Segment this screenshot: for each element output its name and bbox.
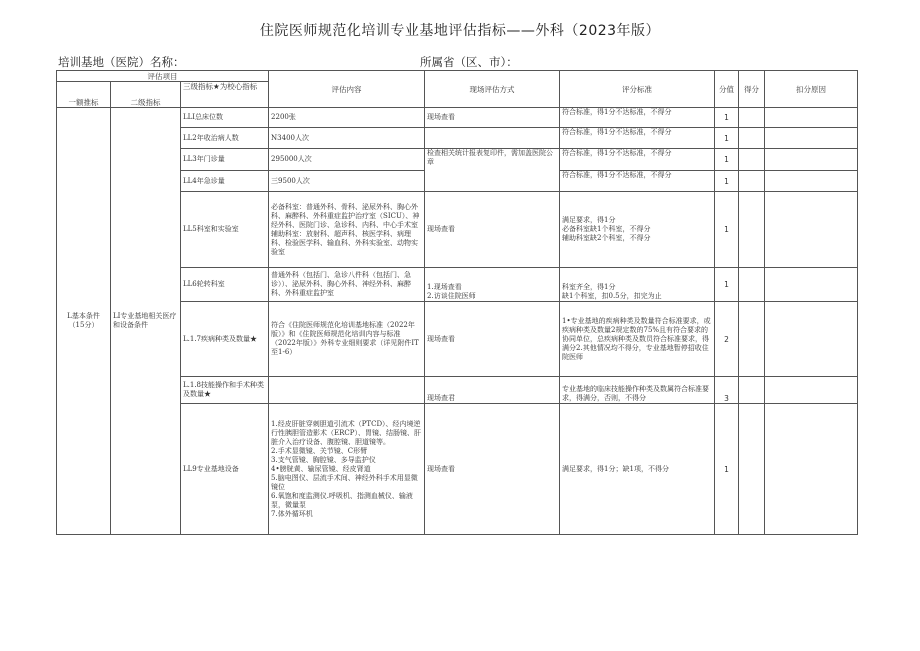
table-row-got[interactable] bbox=[739, 268, 765, 302]
page-title: 住院医师规范化培训专业基地评估指标——外科（2023年版） bbox=[259, 23, 661, 39]
evaluation-table bbox=[56, 70, 858, 535]
table-row-method: 现场查看 bbox=[425, 302, 560, 377]
table-row-score: 1 bbox=[715, 171, 739, 192]
table-row-got[interactable] bbox=[739, 302, 765, 377]
table-row-method: 现场查君 bbox=[425, 377, 560, 404]
table-row-standard: 符合标准，得1分不达标准，不得分 bbox=[560, 108, 715, 128]
table-row-got[interactable] bbox=[739, 128, 765, 149]
header-eval-items: 评估项目 bbox=[57, 71, 269, 82]
base-name-label: 培训基地（医院）名称： bbox=[58, 55, 185, 69]
table-row-score: 2 bbox=[715, 302, 739, 377]
table-row-method: 现场查看 bbox=[425, 108, 560, 128]
table-row-score: 1 bbox=[715, 192, 739, 268]
level1-cell: L基本条件 （15分） bbox=[57, 108, 111, 535]
table-row-l3: LL4年急诊量 bbox=[181, 171, 269, 192]
table-row-got[interactable] bbox=[739, 404, 765, 535]
table-row-content: 符合《住院医师规范化培训基地标准（2022年版）》和《住院医师规范化培训内容与标准（2022年版）》外科专业细则要求（详见附件IT至1-6） bbox=[269, 302, 425, 377]
table-row-got[interactable] bbox=[739, 171, 765, 192]
table-row-content: 普通外科（包括门、急诊八件科（包括门、急诊））、泌尿外科、胸心外科、神经外科、麻醉科、外科重症监护室 bbox=[269, 268, 425, 302]
table-row-l3: LLI总床位数 bbox=[181, 108, 269, 128]
table-row-method: 1.现场查看 2.访谈住院医师 bbox=[425, 268, 560, 302]
level2-cell: LI专业基地相关医疗和设备条件 bbox=[111, 108, 181, 535]
table-row-deduct[interactable] bbox=[765, 268, 858, 302]
table-row-content: N3400人次 bbox=[269, 128, 425, 149]
table-row-method: 现场查看 bbox=[425, 404, 560, 535]
table-row-got[interactable] bbox=[739, 108, 765, 128]
table-row-got[interactable] bbox=[739, 149, 765, 171]
table-row-deduct[interactable] bbox=[765, 128, 858, 149]
table-row-deduct[interactable] bbox=[765, 149, 858, 171]
table-row-got[interactable] bbox=[739, 192, 765, 268]
header-deduct: 扣分原因 bbox=[765, 71, 858, 108]
table-row-l3: LL6轮转科室 bbox=[181, 268, 269, 302]
table-row-deduct[interactable] bbox=[765, 108, 858, 128]
table-row-score: 1 bbox=[715, 404, 739, 535]
header-level2: 二级指标 bbox=[111, 82, 181, 108]
table-row-standard: 符合标准，得1分不达标准，不得分 bbox=[560, 149, 715, 171]
table-row-deduct[interactable] bbox=[765, 377, 858, 404]
header-content: 评估内容 bbox=[269, 71, 425, 108]
table-row-standard: 专业基地的临床技能操作种类及数属符合标准要求，得满分，否则，不得分 bbox=[560, 377, 715, 404]
table-row-score: 1 bbox=[715, 149, 739, 171]
table-row-l3: LL3年门诊量 bbox=[181, 149, 269, 171]
table-row-got[interactable] bbox=[739, 377, 765, 404]
table-row-content: 三9500人次 bbox=[269, 171, 425, 192]
table-row-score: 3 bbox=[715, 377, 739, 404]
table-row-deduct[interactable] bbox=[765, 171, 858, 192]
table-row-standard: 满足要求，得1分；缺1项，不得分 bbox=[560, 404, 715, 535]
table-row-deduct[interactable] bbox=[765, 302, 858, 377]
table-row-l3: L.1.7疾病种类及数量★ bbox=[181, 302, 269, 377]
header-level1: 一额推标 bbox=[57, 82, 111, 108]
header-method: 现场评估方式 bbox=[425, 71, 560, 108]
table-row-l3: LL5科室和实验室 bbox=[181, 192, 269, 268]
table-row-standard: 符合标准，得1分不达标准，不得分 bbox=[560, 128, 715, 149]
table-row-content: 2200张 bbox=[269, 108, 425, 128]
table-row-deduct[interactable] bbox=[765, 404, 858, 535]
table-row-content: 295000人次 bbox=[269, 149, 425, 171]
table-row-l3: L.1.8技能操作和手术种类及数量★ bbox=[181, 377, 269, 404]
table-row-method: 检查相关统计报表复印件，需加盖医院公章 bbox=[425, 149, 560, 192]
table-row-standard: 符合标准，得1分不达标准，不得分 bbox=[560, 171, 715, 192]
table-row-standard: 科室齐全，得1分 缺1个科室，扣0.5分，扣完为止 bbox=[560, 268, 715, 302]
table-row-standard: 满足要求，得1分 必备科室缺1个科室，不得分 辅助科室缺2个科室，不得分 bbox=[560, 192, 715, 268]
header-standard: 评分标准 bbox=[560, 71, 715, 108]
table-row-method: 现场查看 bbox=[425, 192, 560, 268]
table-row-score: 1 bbox=[715, 268, 739, 302]
table-row-content: 1.经皮肝脏穿刺胆道引流术（PTCD）、经内境逆行性胰胆管造影术（ERCP）、胃镜、结肠镜、肝脏介入治疗设备、腹腔镜、胆道镜等。 2.手术显微镜、关节镜、C形臂 3.支气管镜、胸腔镜、多导监护仪 4•膀胱黄、输尿管镜、经皮肾道 5.脑电图仪、层流手术间、神经外科手术用显微镜位 6.氧饱和度监测仪.呼吸机、指测血械仪、输液泵，微量泵 7.体外循环机 bbox=[269, 404, 425, 535]
header-score: 分值 bbox=[715, 71, 739, 108]
header-got: 得分 bbox=[739, 71, 765, 108]
table-row-score: 1 bbox=[715, 128, 739, 149]
province-label: 所属省（区、市）： bbox=[420, 55, 518, 69]
header-level3: 三级指标★为校心指标 bbox=[181, 82, 269, 108]
table-row-score: 1 bbox=[715, 108, 739, 128]
table-row-l3: LL2年收治病人数 bbox=[181, 128, 269, 149]
table-row-deduct[interactable] bbox=[765, 192, 858, 268]
table-row-content: 必备科室：普通外科、骨科、泌尿外科、胸心外科、麻醉科、外科重症监护治疗室（SICU）、神经外科、医院门诊、急诊科、内科、中心手术室 辅助科室：放射科、超声科、核医学科、病理科、检验医学科、输血科、外科实验室、动物实验室 bbox=[269, 192, 425, 268]
table-row-standard: 1•专业基地的疾病种类及数量符合标准要求，或疾病种类及数量2规定数的75%且有符合要求的协同单位，总疾病种类及数员符合标准要求，得满分2.其他情况均不得分，专业基地暂停招收住院医师 bbox=[560, 302, 715, 377]
table-row-l3: LL9专业基地设备 bbox=[181, 404, 269, 535]
table-row-content bbox=[269, 377, 425, 404]
table-row-method bbox=[425, 128, 560, 149]
